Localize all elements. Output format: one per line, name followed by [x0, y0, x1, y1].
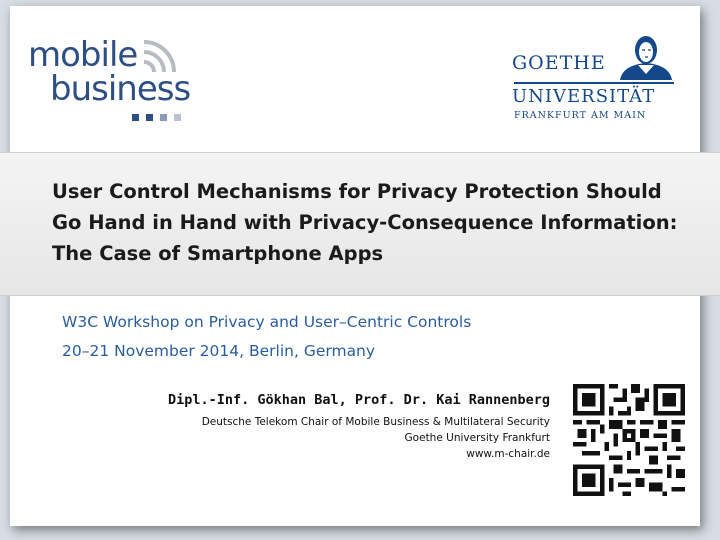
- goethe-divider: [514, 82, 674, 84]
- goethe-university: UNIVERSITÄT: [512, 86, 656, 107]
- author-names: Dipl.-Inf. Gökhan Bal, Prof. Dr. Kai Rannenberg: [167, 392, 550, 408]
- goethe-city: FRANKFURT AM MAIN: [514, 110, 647, 121]
- logo-dots-icon: [132, 114, 192, 122]
- goethe-university-logo: [512, 30, 682, 125]
- qr-code-icon: [573, 384, 685, 496]
- mobile-business-logo: [28, 35, 198, 128]
- author-website[interactable]: www.m-chair.de: [466, 448, 550, 460]
- presentation-title: User Control Mechanisms for Privacy Protection Should Go Hand in Hand with Privacy-Consequence Information: The Case of Smartphone Apps: [52, 180, 678, 265]
- author-university: Goethe University Frankfurt: [404, 432, 550, 444]
- event-name: W3C Workshop on Privacy and User–Centric Controls: [62, 313, 472, 331]
- author-chair: Deutsche Telekom Chair of Mobile Business & Multilateral Security: [201, 416, 550, 428]
- logo-word-mobile: mobile: [28, 35, 138, 75]
- author-block: [168, 392, 550, 462]
- logo-word-business: business: [50, 69, 191, 109]
- event-date-place: 20–21 November 2014, Berlin, Germany: [62, 342, 376, 360]
- signal-waves-icon: [140, 40, 178, 74]
- goethe-portrait-icon: [616, 30, 676, 80]
- goethe-name: GOETHE: [512, 52, 606, 74]
